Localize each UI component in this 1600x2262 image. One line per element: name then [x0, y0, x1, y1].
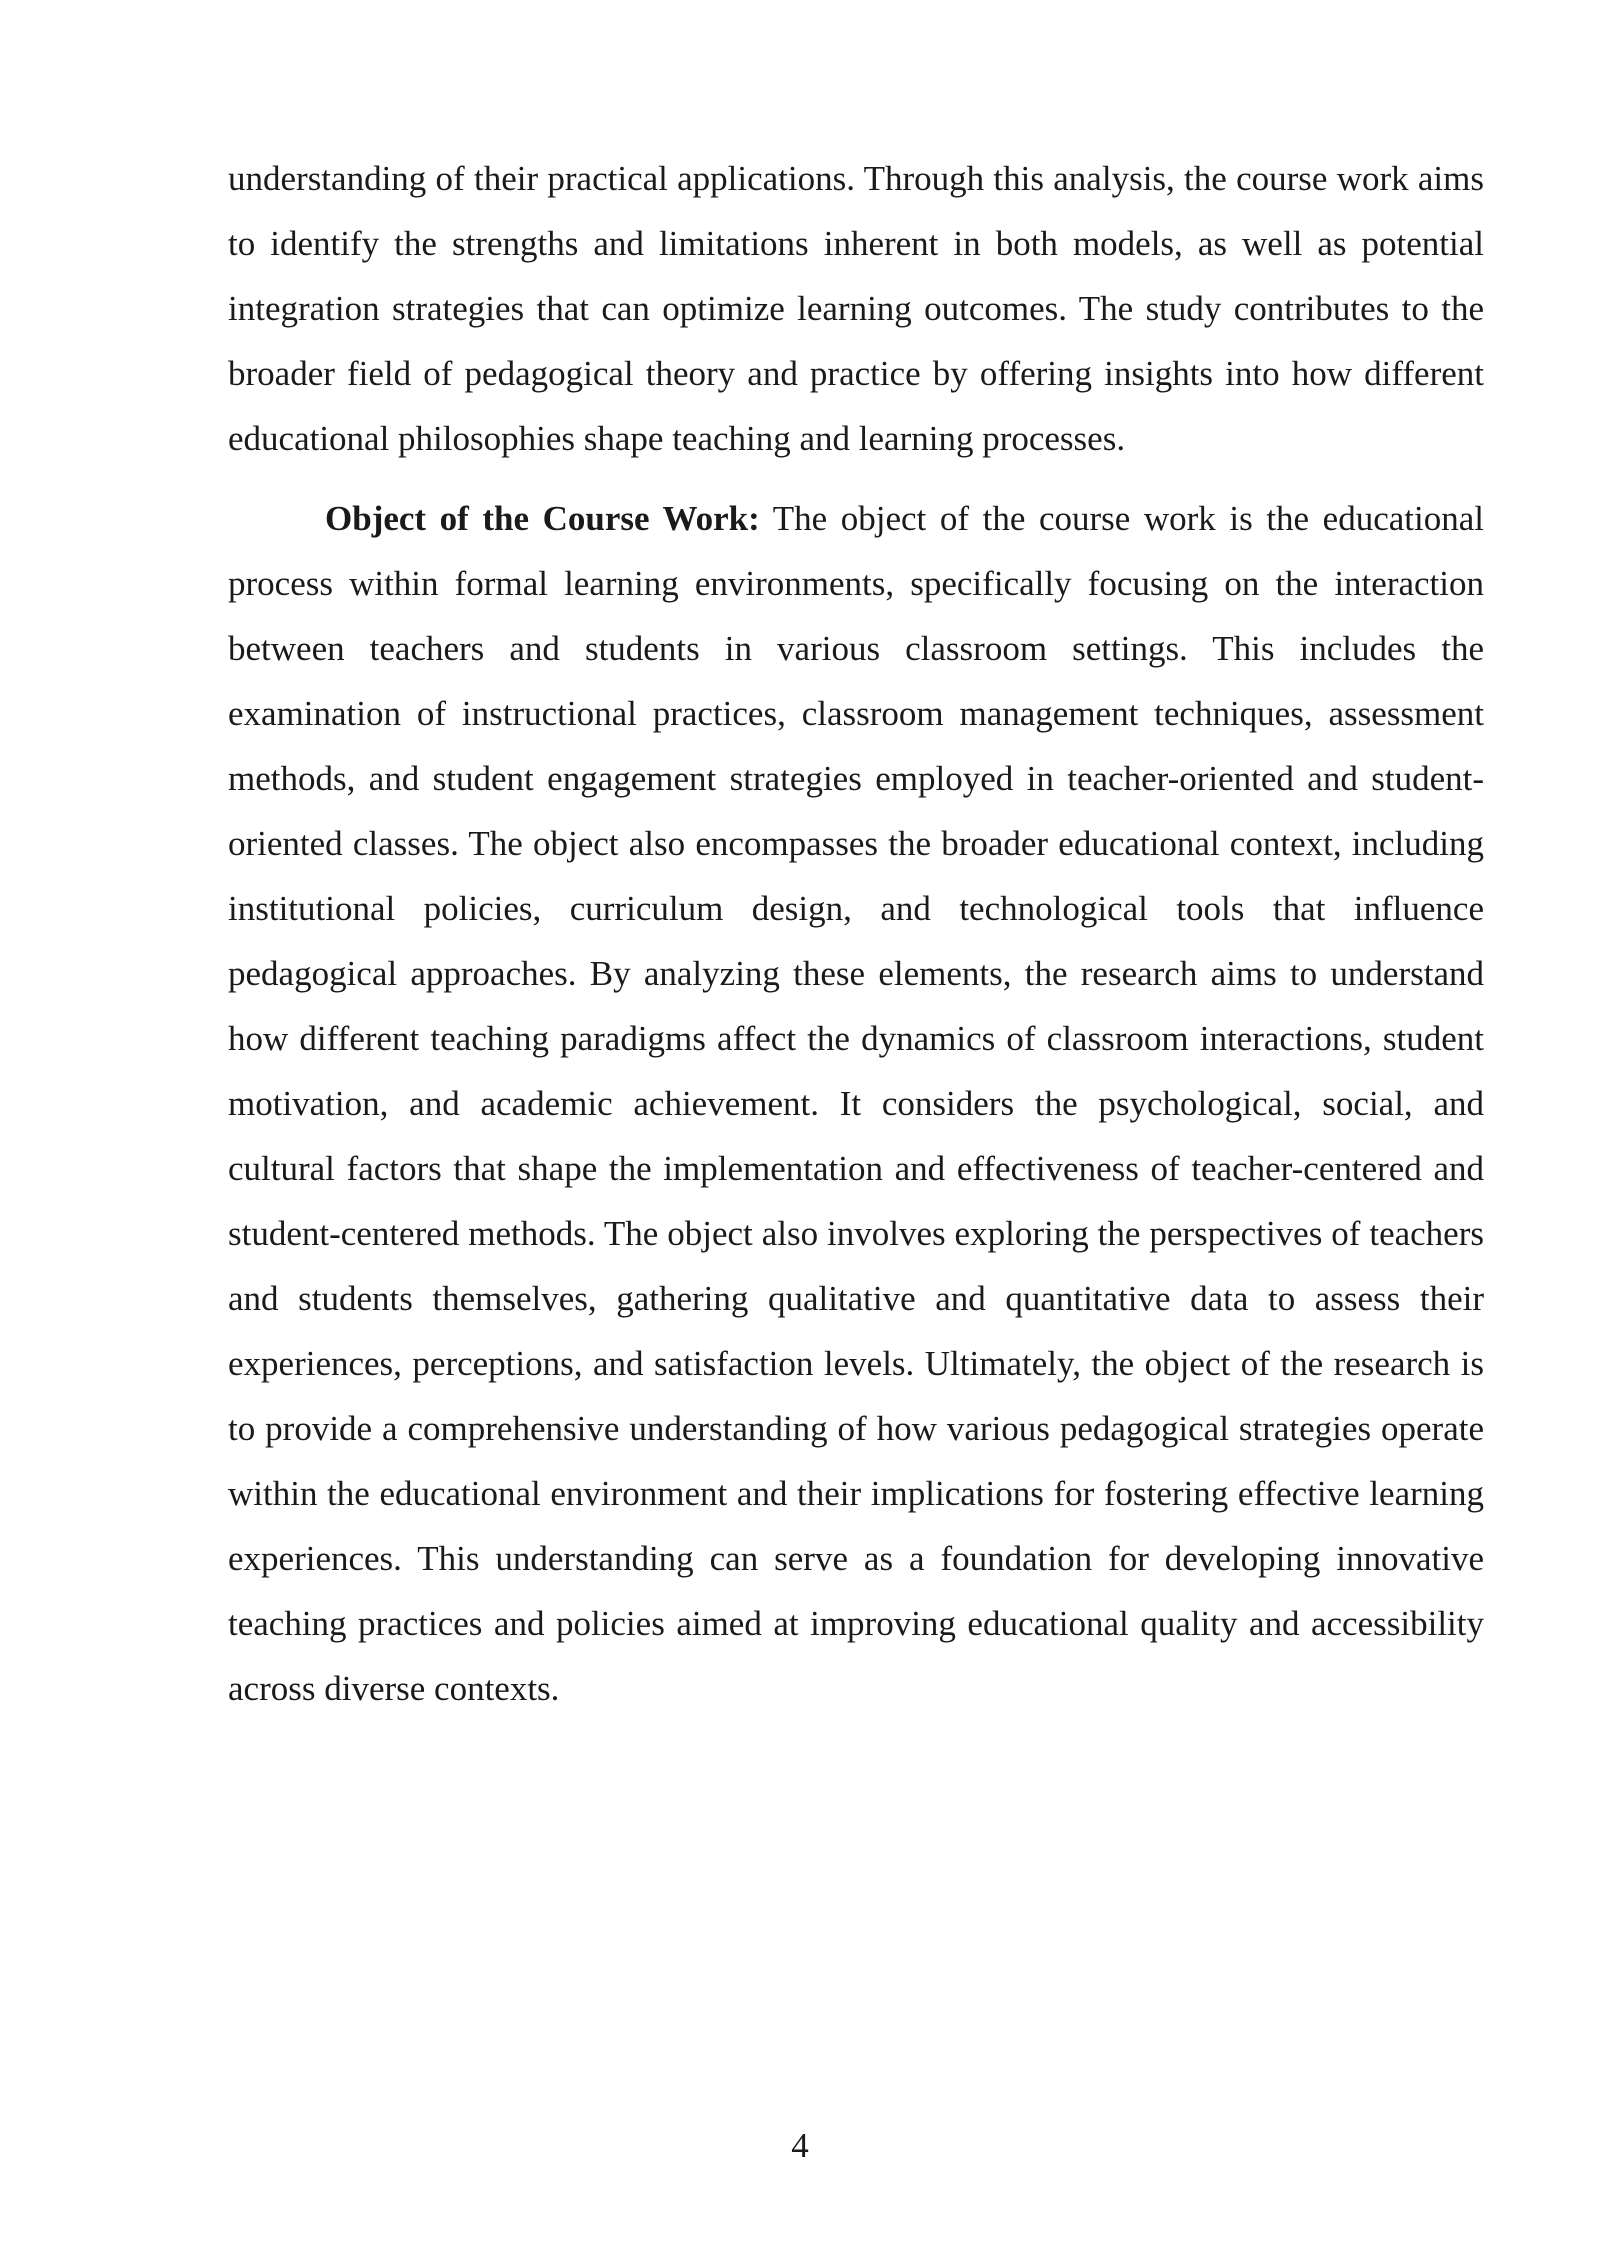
- page-number: 4: [791, 2126, 809, 2165]
- paragraph-continuation: understanding of their practical applications. Through this analysis, the course work aims to identify the strengths and limitations inherent in both models, as well as potential integration strategies that can optimize learning outcomes. The study contributes to the broader field of pedagogical theory and practice by offering insights into how different educational philosophies shape teaching and learning processes.: [228, 159, 1484, 458]
- body-text: [228, 146, 1484, 1721]
- paragraph-heading: Object of the Course Work:: [325, 499, 760, 538]
- paragraph-body: The object of the course work is the educational process within formal learning environments, specifically focusing on the interaction between teachers and students in various classroom settings. This includes the examination of instructional practices, classroom management techniques, assessment methods, and student engagement strategies employed in teacher-oriented and student-oriented classes. The object also encompasses the broader educational context, including institutional policies, curriculum design, and technological tools that influence pedagogical approaches. By analyzing these elements, the research aims to understand how different teaching paradigms affect the dynamics of classroom interactions, student motivation, and academic achievement. It considers the psychological, social, and cultural factors that shape the implementation and effectiveness of teacher-centered and student-centered methods. The object also involves exploring the perspectives of teachers and students themselves, gathering qualitative and quantitative data to assess their experiences, perceptions, and satisfaction levels. Ultimately, the object of the research is to provide a comprehensive understanding of how various pedagogical strategies operate within the educational environment and their implications for fostering effective learning experiences. This understanding can serve as a foundation for developing innovative teaching practices and policies aimed at improving educational quality and accessibility across diverse contexts.: [228, 499, 1484, 1708]
- paragraph-object-of-course-work: [228, 486, 1484, 1721]
